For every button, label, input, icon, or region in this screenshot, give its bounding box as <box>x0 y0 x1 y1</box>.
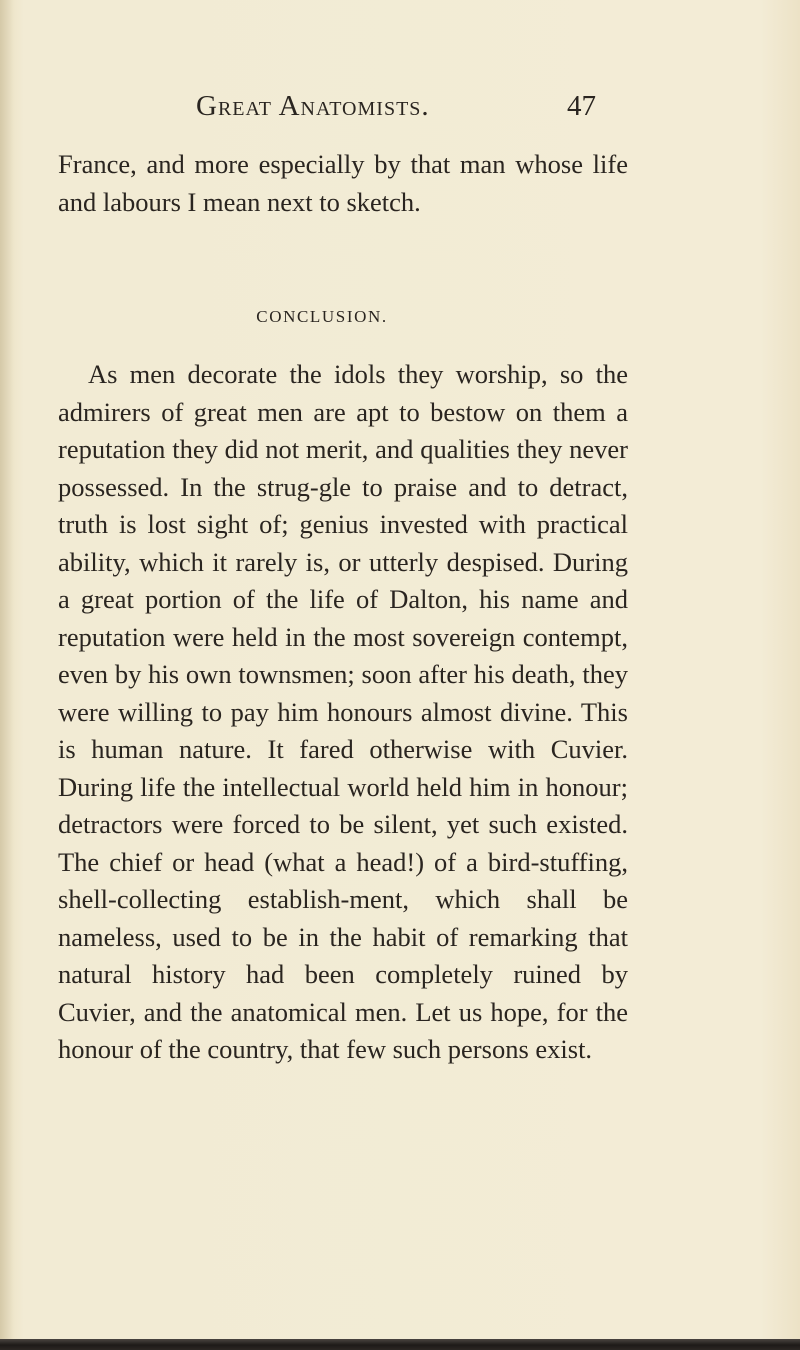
page-number: 47 <box>567 90 596 122</box>
bottom-edge-rule <box>0 1339 800 1350</box>
page-edge-shadow <box>0 0 14 1350</box>
section-heading <box>0 307 800 327</box>
running-head <box>0 90 800 130</box>
intro-paragraph: France, and more especially by that man whose life and labours I mean next to sketch. <box>58 149 628 217</box>
conclusion-paragraph: As men decorate the idols they worship, so the admirers of great men are apt to bestow on them a reputation they did not merit, and qualities they never possessed. In the strug-gle to praise and to detract, truth is lost sight of; genius invested with practical ability, which it rarely is, or utterly despised. During a great portion of the life of Dalton, his name and reputation were held in the most sovereign contempt, even by his own townsmen; soon after his death, they were willing to pay him honours almost divine. This is human nature. It fared otherwise with Cuvier. During life the intellectual world held him in honour; detractors were forced to be silent, yet such existed. The chief or head (what a head!) of a bird-stuffing, shell-collecting establish-ment, which shall be nameless, used to be in the habit of remarking that natural history had been completely ruined by Cuvier, and the anatomical men. Let us hope, for the honour of the country, that few such persons exist. <box>58 359 628 1064</box>
running-head-title: Great Anatomists. <box>196 90 430 122</box>
section-heading-text: CONCLUSION. <box>256 307 388 326</box>
